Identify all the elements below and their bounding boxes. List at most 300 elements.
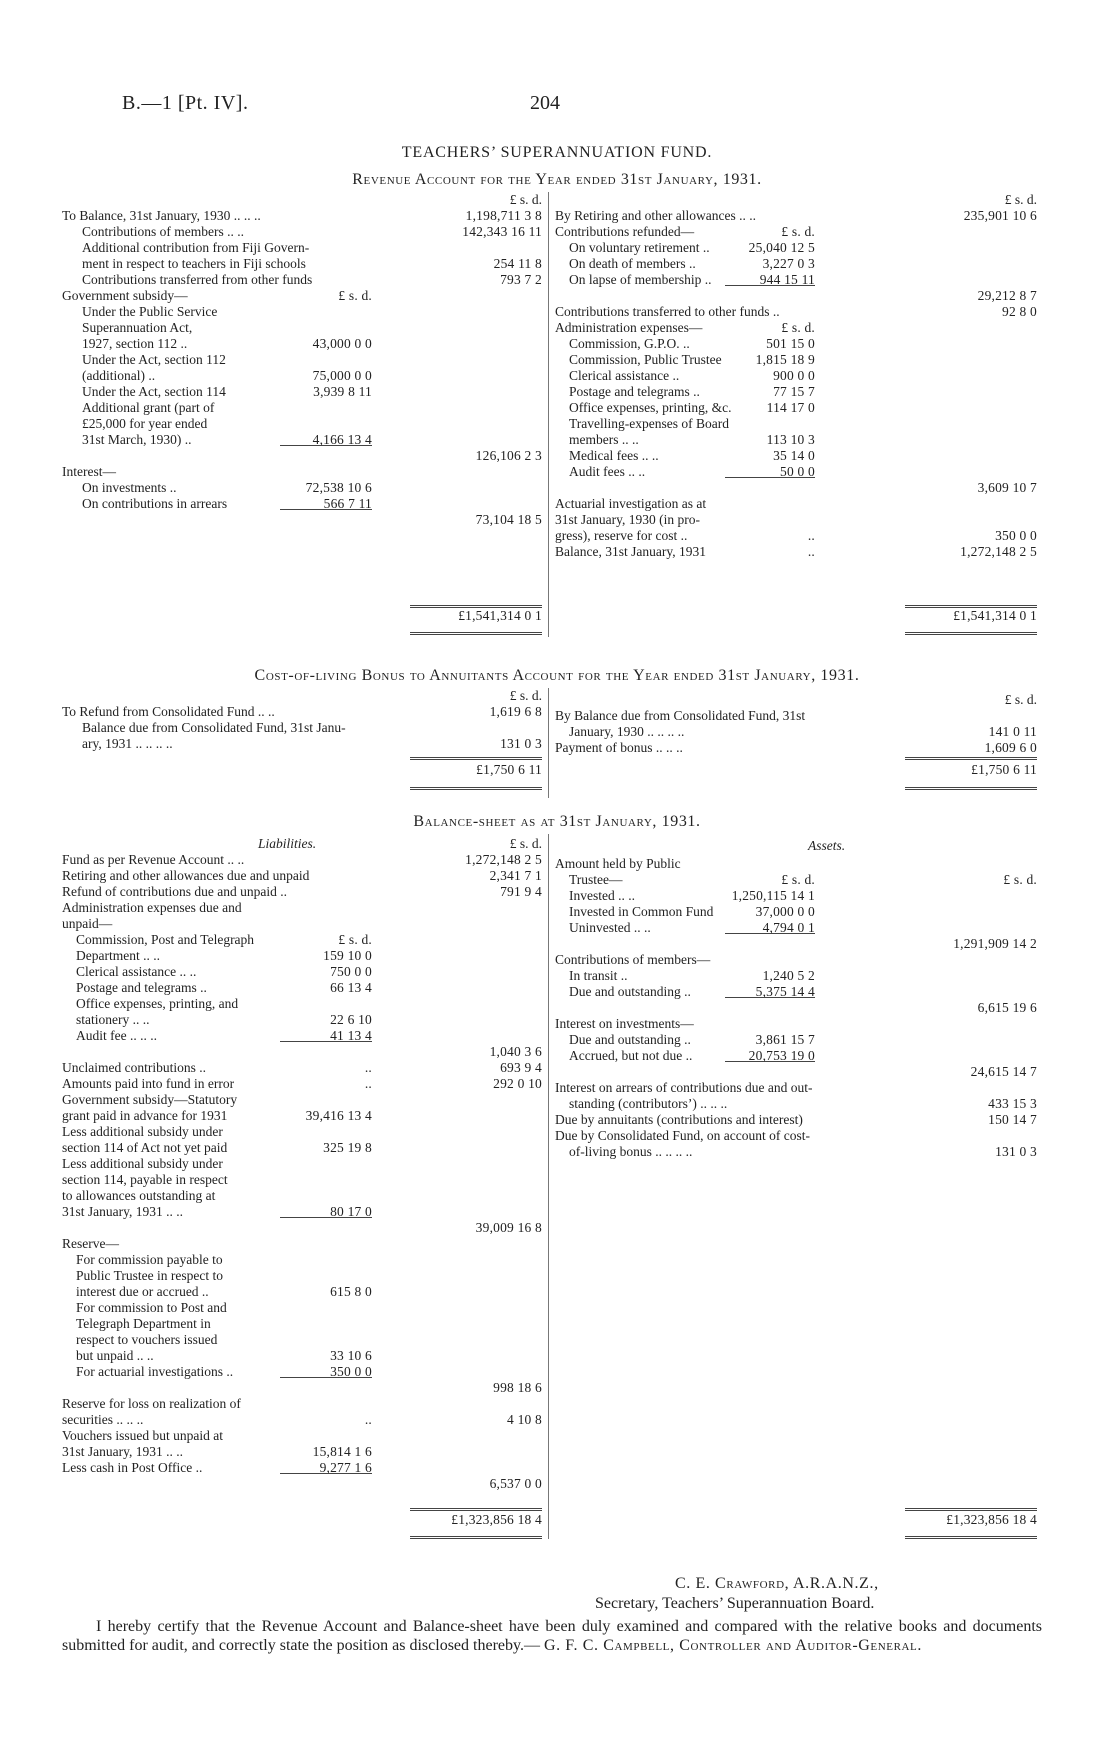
- bonus-right-total: £1,750 6 11: [971, 762, 1037, 777]
- row-label: January, 1930 .. .. .. ..: [569, 724, 685, 739]
- table-row: [555, 1032, 1038, 1048]
- row-subamount: 3,227 0 3: [762, 256, 815, 271]
- row-label: 31st January, 1930 (in pro-: [555, 512, 700, 527]
- row-label: Telegraph Department in: [76, 1316, 211, 1331]
- row-subamount: 750 0 0: [330, 964, 372, 979]
- table-row: [62, 1412, 546, 1428]
- table-row: [555, 1112, 1038, 1128]
- row-label: Less additional subsidy under: [62, 1124, 223, 1139]
- row-label: interest due or accrued ..: [76, 1284, 209, 1299]
- row-label: Government subsidy—Statutory: [62, 1092, 238, 1107]
- row-amount: 235,901 10 6: [963, 208, 1037, 223]
- balance-left-underline: [410, 1536, 542, 1539]
- table-row: [62, 1236, 546, 1252]
- table-row: [62, 996, 546, 1012]
- table-row: [62, 932, 546, 948]
- row-label: By Retiring and other allowances .. ..: [555, 208, 756, 223]
- balance-right-total-rule: [905, 1508, 1037, 1511]
- row-subamount: 325 19 8: [323, 1140, 372, 1155]
- signature-block: [595, 1574, 879, 1614]
- table-row: [555, 936, 1038, 952]
- row-label: Due and outstanding ..: [569, 1032, 691, 1047]
- table-row: [555, 304, 1038, 320]
- table-row: [555, 400, 1038, 416]
- table-row: [555, 448, 1038, 464]
- row-amount: 998 18 6: [493, 1380, 542, 1395]
- row-label: Office expenses, printing, and: [76, 996, 239, 1011]
- row-label: Government subsidy—: [62, 288, 188, 303]
- row-label: gress), reserve for cost ..: [555, 528, 688, 543]
- table-row: [555, 708, 1038, 724]
- row-label: On voluntary retirement ..: [569, 240, 710, 255]
- row-subamount: 159 10 0: [323, 948, 372, 963]
- row-label: Department .. ..: [76, 948, 160, 963]
- row-label: Invested in Common Fund: [569, 904, 714, 919]
- table-row: [62, 416, 546, 432]
- revenue-heading: Revenue Account for the Year ended 31st January, 1931.: [352, 171, 762, 188]
- row-amount: 793 7 2: [500, 272, 542, 287]
- table-row: [62, 1476, 546, 1492]
- row-label: On death of members ..: [569, 256, 696, 271]
- row-label: ary, 1931 .. .. .. ..: [82, 736, 173, 751]
- table-row: [62, 1108, 546, 1124]
- row-label: Additional grant (part of: [82, 400, 215, 415]
- row-label: Commission, G.P.O. ..: [569, 336, 690, 351]
- bonus-debit-side: [62, 704, 546, 752]
- table-row: [62, 512, 546, 528]
- row-label: Balance due from Consolidated Fund, 31st Janu-: [82, 720, 346, 735]
- row-label: Due by annuitants (contributions and interest): [555, 1112, 803, 1127]
- table-row: [555, 1000, 1038, 1016]
- row-label: Commission, Public Trustee: [569, 352, 722, 367]
- row-subamount: 41 13 4: [330, 1028, 372, 1043]
- row-label: To Balance, 31st January, 1930 .. .. ..: [62, 208, 261, 223]
- row-label: Interest—: [62, 464, 116, 479]
- row-amount: 791 9 4: [500, 884, 542, 899]
- row-subamount: 4,166 13 4: [312, 432, 372, 447]
- row-label: Contributions of members—: [555, 952, 711, 967]
- table-row: [62, 480, 546, 496]
- row-subamount: 33 10 6: [330, 1348, 372, 1363]
- row-label: Interest on arrears of contributions due and out-: [555, 1080, 813, 1095]
- table-row: [62, 1172, 546, 1188]
- row-label: Office expenses, printing, &c.: [569, 400, 732, 415]
- row-subamount: 1,240 5 2: [762, 968, 815, 983]
- row-subamount: 3,939 8 11: [313, 384, 372, 399]
- row-subamount: ..: [364, 1060, 372, 1075]
- table-row: [62, 884, 546, 900]
- table-row: [555, 544, 1038, 560]
- certificate-text: I hereby certify that the Revenue Account and Balance-sheet have been duly examined and compared with the relative books and documents submitted for audit, and correctly state the position as disclosed thereby.—: [62, 1618, 1042, 1654]
- row-label: Due and outstanding ..: [569, 984, 691, 999]
- row-amount: 1,272,148 2 5: [465, 852, 542, 867]
- page-title: TEACHERS’ SUPERANNUATION FUND.: [401, 144, 713, 161]
- row-label: Accrued, but not due ..: [569, 1048, 693, 1063]
- subtotal-rule: [725, 933, 815, 934]
- row-amount: 433 15 3: [988, 1096, 1037, 1111]
- table-row: [62, 704, 546, 720]
- table-row: [62, 720, 546, 736]
- table-row: [62, 208, 546, 224]
- table-row: [62, 852, 546, 868]
- table-row: [555, 872, 1038, 888]
- row-subamount: 350 0 0: [330, 1364, 372, 1379]
- table-row: [555, 968, 1038, 984]
- row-subamount: 113 10 3: [766, 432, 815, 447]
- row-label: Audit fees .. ..: [569, 464, 646, 479]
- table-row: [62, 1268, 546, 1284]
- row-label: Vouchers issued but unpaid at: [62, 1428, 223, 1443]
- table-row: [62, 948, 546, 964]
- row-subamount: 1,250,115 14 1: [731, 888, 815, 903]
- bonus-right-col-header: £ s. d.: [1004, 692, 1037, 707]
- table-row: [62, 980, 546, 996]
- row-amount: 6,615 19 6: [977, 1000, 1037, 1015]
- table-row: [62, 1188, 546, 1204]
- row-subamount: 43,000 0 0: [312, 336, 372, 351]
- table-row: [62, 400, 546, 416]
- row-subamount: ..: [807, 544, 815, 559]
- row-label: Superannuation Act,: [82, 320, 193, 335]
- row-label: Balance, 31st January, 1931: [555, 544, 706, 559]
- table-row: [62, 1220, 546, 1236]
- row-subamount: 37,000 0 0: [755, 904, 815, 919]
- table-row: [62, 352, 546, 368]
- row-subamount: £ s. d.: [781, 320, 815, 335]
- row-subamount: 5,375 14 4: [755, 984, 815, 999]
- revenue-left-underline: [410, 632, 542, 635]
- table-row: [62, 224, 546, 240]
- balance-liabilities: [62, 852, 546, 1492]
- row-label: Under the Act, section 112: [82, 352, 226, 367]
- table-row: [62, 1140, 546, 1156]
- revenue-left-col-header: £ s. d.: [509, 192, 542, 207]
- signature-title: Secretary, Teachers’ Superannuation Board.: [595, 1595, 875, 1612]
- row-amount: 1,040 3 6: [489, 1044, 542, 1059]
- row-label: grant paid in advance for 1931: [62, 1108, 228, 1123]
- row-label: 31st January, 1931 .. ..: [62, 1204, 183, 1219]
- table-row: [62, 384, 546, 400]
- table-row: [62, 320, 546, 336]
- row-amount: 1,619 6 8: [489, 704, 542, 719]
- balance-assets: [555, 856, 1038, 1160]
- revenue-debit-side: [62, 208, 546, 528]
- audit-certificate: [62, 1617, 1042, 1655]
- table-row: [555, 856, 1038, 872]
- subtotal-rule: [280, 445, 372, 446]
- table-row: [555, 952, 1038, 968]
- table-row: [555, 1016, 1038, 1032]
- page-number: 204: [530, 92, 560, 114]
- bonus-divider: [548, 688, 549, 798]
- row-amount: 141 0 11: [988, 724, 1037, 739]
- table-row: [62, 1076, 546, 1092]
- table-row: [62, 736, 546, 752]
- row-label: For commission to Post and: [76, 1300, 227, 1315]
- table-row: [555, 288, 1038, 304]
- row-subamount: 20,753 19 0: [748, 1048, 815, 1063]
- row-label: Reserve—: [62, 1236, 119, 1251]
- revenue-credit-side: [555, 208, 1038, 560]
- revenue-right-total: £1,541,314 0 1: [953, 608, 1037, 623]
- signature-name: C. E. Crawford, A.R.A.N.Z.,: [675, 1575, 879, 1592]
- row-label: Under the Public Service: [82, 304, 218, 319]
- table-row: [555, 1064, 1038, 1080]
- row-subamount: 4,794 0 1: [762, 920, 815, 935]
- row-amount: 1,198,711 3 8: [465, 208, 542, 223]
- bonus-right-total-rule: [905, 757, 1037, 760]
- row-label: On lapse of membership ..: [569, 272, 712, 287]
- row-amount: 29,212 8 7: [977, 288, 1037, 303]
- row-amount: 131 0 3: [995, 1144, 1037, 1159]
- balance-left-col-header: £ s. d.: [509, 836, 542, 851]
- table-row: [62, 336, 546, 352]
- subtotal-rule: [725, 477, 815, 478]
- row-label: Less cash in Post Office ..: [62, 1460, 203, 1475]
- row-label: Due by Consolidated Fund, on account of cost-: [555, 1128, 810, 1143]
- row-subamount: ..: [364, 1412, 372, 1427]
- row-label: Postage and telegrams ..: [76, 980, 207, 995]
- row-amount: 350 0 0: [995, 528, 1037, 543]
- row-label: Under the Act, section 114: [82, 384, 226, 399]
- table-row: [555, 480, 1038, 496]
- table-row: [62, 916, 546, 932]
- table-row: [62, 1252, 546, 1268]
- table-row: [555, 888, 1038, 904]
- table-row: [555, 1128, 1038, 1144]
- table-row: [62, 272, 546, 288]
- table-row: [62, 304, 546, 320]
- row-amount: 39,009 16 8: [475, 1220, 542, 1235]
- table-row: [555, 512, 1038, 528]
- row-label: of-living bonus .. .. .. ..: [569, 1144, 693, 1159]
- row-label: Contributions transferred from other funds: [82, 272, 313, 287]
- table-row: [555, 384, 1038, 400]
- row-label: to allowances outstanding at: [62, 1188, 216, 1203]
- table-row: [555, 352, 1038, 368]
- row-label: 1927, section 112 ..: [82, 336, 188, 351]
- row-amount: £ s. d.: [1003, 872, 1037, 887]
- row-amount: 150 14 7: [988, 1112, 1037, 1127]
- row-subamount: ..: [364, 1076, 372, 1091]
- row-amount: 73,104 18 5: [475, 512, 542, 527]
- row-label: Reserve for loss on realization of: [62, 1396, 241, 1411]
- table-row: [555, 904, 1038, 920]
- row-subamount: 25,040 12 5: [748, 240, 815, 255]
- row-label: 31st January, 1931 .. ..: [62, 1444, 183, 1459]
- table-row: [62, 1124, 546, 1140]
- row-subamount: £ s. d.: [338, 288, 372, 303]
- row-subamount: 72,538 10 6: [305, 480, 372, 495]
- row-label: Travelling-expenses of Board: [569, 416, 729, 431]
- row-label: stationery .. ..: [76, 1012, 150, 1027]
- row-label: Postage and telegrams ..: [569, 384, 700, 399]
- table-row: [555, 724, 1038, 740]
- row-label: Amounts paid into fund in error: [62, 1076, 235, 1091]
- balance-divider: [548, 834, 549, 1539]
- table-row: [62, 448, 546, 464]
- row-amount: 92 8 0: [1002, 304, 1037, 319]
- table-row: [555, 432, 1038, 448]
- row-label: In transit ..: [569, 968, 628, 983]
- bonus-left-col-header: £ s. d.: [509, 688, 542, 703]
- row-label: (additional) ..: [82, 368, 156, 383]
- row-subamount: £ s. d.: [338, 932, 372, 947]
- row-label: section 114 of Act not yet paid: [62, 1140, 228, 1155]
- document-code: B.—1 [Pt. IV].: [122, 92, 249, 114]
- row-label: To Refund from Consolidated Fund .. ..: [62, 704, 275, 719]
- row-label: unpaid—: [62, 916, 113, 931]
- table-row: [62, 1012, 546, 1028]
- row-subamount: £ s. d.: [781, 224, 815, 239]
- row-subamount: 114 17 0: [766, 400, 815, 415]
- row-label: Contributions of members .. ..: [82, 224, 244, 239]
- table-row: [555, 224, 1038, 240]
- table-row: [62, 240, 546, 256]
- row-label: Amount held by Public: [555, 856, 681, 871]
- table-row: [62, 1044, 546, 1060]
- table-row: [555, 336, 1038, 352]
- table-row: [555, 740, 1038, 756]
- row-label: Additional contribution from Fiji Govern-: [82, 240, 310, 255]
- row-label: standing (contributors’) .. .. ..: [569, 1096, 728, 1111]
- row-label: For commission payable to: [76, 1252, 223, 1267]
- subtotal-rule: [725, 997, 815, 998]
- row-label: respect to vouchers issued: [76, 1332, 218, 1347]
- row-label: Audit fee .. .. ..: [76, 1028, 157, 1043]
- subtotal-rule: [280, 1377, 372, 1378]
- row-amount: 1,609 6 0: [984, 740, 1037, 755]
- table-row: [62, 1092, 546, 1108]
- table-row: [62, 368, 546, 384]
- row-amount: 693 9 4: [500, 1060, 542, 1075]
- subtotal-rule: [280, 509, 372, 510]
- row-label: Clerical assistance ..: [569, 368, 680, 383]
- table-row: [555, 256, 1038, 272]
- row-label: Retiring and other allowances due and unpaid: [62, 868, 310, 883]
- table-row: [62, 900, 546, 916]
- row-amount: 1,291,909 14 2: [953, 936, 1037, 951]
- balance-left-total-rule: [410, 1508, 542, 1511]
- subtotal-rule: [280, 1217, 372, 1218]
- row-label: Less additional subsidy under: [62, 1156, 223, 1171]
- row-label: Commission, Post and Telegraph: [76, 932, 255, 947]
- row-amount: 1,272,148 2 5: [960, 544, 1037, 559]
- table-row: [62, 464, 546, 480]
- balance-right-underline: [905, 1536, 1037, 1539]
- bonus-left-total-rule: [410, 757, 542, 760]
- table-row: [555, 368, 1038, 384]
- table-row: [62, 256, 546, 272]
- row-subamount: 501 15 0: [766, 336, 815, 351]
- row-amount: 3,609 10 7: [977, 480, 1037, 495]
- liabilities-label: Liabilities.: [258, 836, 317, 851]
- table-row: [62, 1284, 546, 1300]
- row-subamount: 3,861 15 7: [755, 1032, 815, 1047]
- subtotal-rule: [725, 285, 815, 286]
- table-row: [62, 1156, 546, 1172]
- row-amount: 131 0 3: [500, 736, 542, 751]
- bonus-left-underline: [410, 787, 542, 790]
- row-label: securities .. .. ..: [62, 1412, 144, 1427]
- row-subamount: 615 8 0: [330, 1284, 372, 1299]
- row-label: section 114, payable in respect: [62, 1172, 228, 1187]
- table-row: [555, 416, 1038, 432]
- row-label: £25,000 for year ended: [82, 416, 208, 431]
- row-subamount: £ s. d.: [781, 872, 815, 887]
- row-subamount: 39,416 13 4: [305, 1108, 372, 1123]
- table-row: [555, 1144, 1038, 1160]
- table-row: [62, 1444, 546, 1460]
- balance-left-total: £1,323,856 18 4: [451, 1512, 542, 1527]
- row-label: Clerical assistance .. ..: [76, 964, 197, 979]
- subtotal-rule: [280, 1041, 372, 1042]
- row-label: Invested .. ..: [569, 888, 635, 903]
- revenue-divider: [548, 192, 549, 637]
- table-row: [62, 1348, 546, 1364]
- revenue-right-underline: [905, 632, 1037, 635]
- table-row: [62, 964, 546, 980]
- row-label: On investments ..: [82, 480, 177, 495]
- row-amount: 292 0 10: [493, 1076, 542, 1091]
- row-label: On contributions in arrears: [82, 496, 228, 511]
- row-subamount: 9,277 1 6: [319, 1460, 372, 1475]
- table-row: [62, 868, 546, 884]
- table-row: [62, 1396, 546, 1412]
- row-subamount: 22 6 10: [330, 1012, 372, 1027]
- table-row: [62, 1332, 546, 1348]
- row-label: Medical fees .. ..: [569, 448, 659, 463]
- row-label: Interest on investments—: [555, 1016, 694, 1031]
- row-label: ment in respect to teachers in Fiji schools: [82, 256, 306, 271]
- table-row: [62, 288, 546, 304]
- row-label: Administration expenses due and: [62, 900, 242, 915]
- subtotal-rule: [725, 1061, 815, 1062]
- table-row: [62, 1060, 546, 1076]
- row-subamount: 15,814 1 6: [312, 1444, 372, 1459]
- assets-label: Assets.: [808, 838, 846, 853]
- row-amount: 2,341 7 1: [489, 868, 542, 883]
- table-row: [62, 1428, 546, 1444]
- row-label: Public Trustee in respect to: [76, 1268, 223, 1283]
- row-subamount: 900 0 0: [773, 368, 815, 383]
- table-row: [555, 1080, 1038, 1096]
- table-row: [555, 496, 1038, 512]
- row-amount: 4 10 8: [507, 1412, 542, 1427]
- bonus-heading: Cost-of-living Bonus to Annuitants Account for the Year ended 31st January, 1931.: [254, 667, 860, 684]
- row-label: Refund of contributions due and unpaid ..: [62, 884, 287, 899]
- row-label: Contributions transferred to other funds ..: [555, 304, 780, 319]
- row-amount: 254 11 8: [493, 256, 542, 271]
- row-subamount: 77 15 7: [773, 384, 815, 399]
- row-label: Contributions refunded—: [555, 224, 695, 239]
- row-subamount: 35 14 0: [773, 448, 815, 463]
- row-label: For actuarial investigations ..: [76, 1364, 234, 1379]
- table-row: [555, 208, 1038, 224]
- row-subamount: ..: [807, 528, 815, 543]
- row-subamount: 944 15 11: [759, 272, 815, 287]
- row-amount: 6,537 0 0: [489, 1476, 542, 1491]
- row-label: Actuarial investigation as at: [555, 496, 707, 511]
- row-label: Uninvested .. ..: [569, 920, 651, 935]
- table-row: [555, 1096, 1038, 1112]
- row-label: but unpaid .. ..: [76, 1348, 154, 1363]
- balance-right-total: £1,323,856 18 4: [946, 1512, 1037, 1527]
- row-amount: 142,343 16 11: [462, 224, 542, 239]
- table-row: [62, 1380, 546, 1396]
- certificate-signatory: G. F. C. Campbell, Controller and Auditor-General.: [543, 1637, 922, 1654]
- row-label: By Balance due from Consolidated Fund, 31st: [555, 708, 806, 723]
